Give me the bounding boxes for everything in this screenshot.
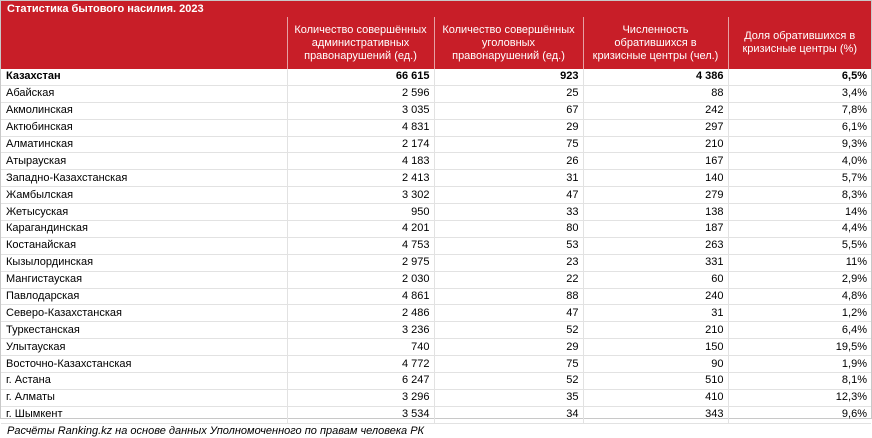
cell-admin: 3 534: [287, 406, 434, 423]
cell-criminal: 75: [434, 356, 583, 373]
table-row: [1, 204, 871, 221]
cell-share: 4,4%: [728, 221, 871, 238]
cell-criminal: 47: [434, 305, 583, 322]
cell-share: 12,3%: [728, 389, 871, 406]
cell-region: г. Алматы: [1, 389, 287, 406]
cell-crisis: 31: [583, 305, 728, 322]
cell-share: 5,5%: [728, 237, 871, 254]
cell-share: 19,5%: [728, 339, 871, 356]
cell-crisis: 331: [583, 254, 728, 271]
table-row: [1, 389, 871, 406]
statistics-table: [1, 17, 871, 424]
header-region: [1, 17, 287, 69]
cell-criminal: 22: [434, 271, 583, 288]
cell-region: Жетысуская: [1, 204, 287, 221]
cell-criminal: 52: [434, 373, 583, 390]
cell-crisis: 88: [583, 85, 728, 102]
cell-share: 8,3%: [728, 187, 871, 204]
cell-criminal: 53: [434, 237, 583, 254]
cell-criminal: 25: [434, 85, 583, 102]
cell-crisis: 343: [583, 406, 728, 423]
cell-crisis: 138: [583, 204, 728, 221]
cell-admin: 2 174: [287, 136, 434, 153]
cell-criminal: 29: [434, 339, 583, 356]
cell-crisis: 410: [583, 389, 728, 406]
cell-share: 7,8%: [728, 102, 871, 119]
cell-region: Абайская: [1, 85, 287, 102]
cell-crisis: 210: [583, 322, 728, 339]
cell-crisis: 242: [583, 102, 728, 119]
cell-admin: 4 772: [287, 356, 434, 373]
cell-region: Атырауская: [1, 153, 287, 170]
cell-share: 4,8%: [728, 288, 871, 305]
cell-criminal: 75: [434, 136, 583, 153]
table-row: [1, 406, 871, 423]
cell-region: г. Шымкент: [1, 406, 287, 423]
table-row: [1, 237, 871, 254]
cell-region: Туркестанская: [1, 322, 287, 339]
cell-region: Западно-Казахстанская: [1, 170, 287, 187]
table-row: [1, 136, 871, 153]
source-note: Расчёты Ranking.kz на основе данных Уполномоченного по правам человека РК: [7, 424, 425, 437]
table-row: [1, 339, 871, 356]
cell-region: г. Астана: [1, 373, 287, 390]
cell-region: Актюбинская: [1, 119, 287, 136]
cell-share: 1,9%: [728, 356, 871, 373]
cell-admin: 4 861: [287, 288, 434, 305]
cell-share: 2,9%: [728, 271, 871, 288]
table-row: [1, 373, 871, 390]
cell-crisis: 279: [583, 187, 728, 204]
cell-criminal: 52: [434, 322, 583, 339]
cell-criminal: 47: [434, 187, 583, 204]
cell-crisis: 90: [583, 356, 728, 373]
table-row-total: [1, 69, 871, 85]
table-row: [1, 221, 871, 238]
cell-admin: 3 296: [287, 389, 434, 406]
cell-criminal: 80: [434, 221, 583, 238]
cell-crisis: 240: [583, 288, 728, 305]
cell-admin: 4 753: [287, 237, 434, 254]
header-crisis-center-count: Численность обратившихся в кризисные центры (чел.): [583, 17, 728, 69]
cell-crisis: 167: [583, 153, 728, 170]
cell-share: 14%: [728, 204, 871, 221]
cell-region: Карагандинская: [1, 221, 287, 238]
cell-admin: 66 615: [287, 69, 434, 85]
cell-crisis: 150: [583, 339, 728, 356]
table-row: [1, 102, 871, 119]
cell-region: Жамбылская: [1, 187, 287, 204]
table-row: [1, 254, 871, 271]
cell-crisis: 187: [583, 221, 728, 238]
cell-admin: 2 030: [287, 271, 434, 288]
cell-region: Улытауская: [1, 339, 287, 356]
cell-admin: 2 975: [287, 254, 434, 271]
cell-admin: 3 035: [287, 102, 434, 119]
cell-criminal: 35: [434, 389, 583, 406]
cell-share: 6,5%: [728, 69, 871, 85]
cell-admin: 3 302: [287, 187, 434, 204]
table-row: [1, 85, 871, 102]
cell-region: Алматинская: [1, 136, 287, 153]
table-row: [1, 119, 871, 136]
cell-criminal: 31: [434, 170, 583, 187]
cell-region: Восточно-Казахстанская: [1, 356, 287, 373]
cell-share: 6,4%: [728, 322, 871, 339]
table-row: [1, 153, 871, 170]
header-criminal-offenses: Количество совершённых уголовных правонарушений (ед.): [434, 17, 583, 69]
cell-criminal: 88: [434, 288, 583, 305]
cell-crisis: 210: [583, 136, 728, 153]
cell-region: Костанайская: [1, 237, 287, 254]
cell-share: 3,4%: [728, 85, 871, 102]
cell-share: 1,2%: [728, 305, 871, 322]
cell-crisis: 297: [583, 119, 728, 136]
table-row: [1, 356, 871, 373]
table-row: [1, 305, 871, 322]
cell-admin: 4 831: [287, 119, 434, 136]
cell-admin: 4 183: [287, 153, 434, 170]
table-row: [1, 288, 871, 305]
cell-criminal: 33: [434, 204, 583, 221]
cell-region: Кызылординская: [1, 254, 287, 271]
cell-share: 8,1%: [728, 373, 871, 390]
cell-admin: 2 486: [287, 305, 434, 322]
cell-admin: 740: [287, 339, 434, 356]
cell-criminal: 23: [434, 254, 583, 271]
cell-admin: 2 596: [287, 85, 434, 102]
cell-share: 9,3%: [728, 136, 871, 153]
cell-region: Северо-Казахстанская: [1, 305, 287, 322]
cell-crisis: 263: [583, 237, 728, 254]
table-row: [1, 271, 871, 288]
cell-criminal: 29: [434, 119, 583, 136]
cell-crisis: 4 386: [583, 69, 728, 85]
cell-region: Казахстан: [1, 69, 287, 85]
cell-share: 6,1%: [728, 119, 871, 136]
cell-share: 11%: [728, 254, 871, 271]
cell-share: 5,7%: [728, 170, 871, 187]
table-header-row: [1, 17, 871, 69]
cell-criminal: 26: [434, 153, 583, 170]
cell-share: 9,6%: [728, 406, 871, 423]
cell-region: Мангистауская: [1, 271, 287, 288]
table-row: [1, 170, 871, 187]
cell-admin: 950: [287, 204, 434, 221]
report-title: Статистика бытового насилия. 2023: [1, 1, 871, 17]
cell-region: Акмолинская: [1, 102, 287, 119]
cell-region: Павлодарская: [1, 288, 287, 305]
cell-admin: 2 413: [287, 170, 434, 187]
cell-admin: 3 236: [287, 322, 434, 339]
header-crisis-center-share: Доля обратившихся в кризисные центры (%): [728, 17, 871, 69]
cell-crisis: 510: [583, 373, 728, 390]
header-admin-offenses: Количество совершённых административных правонарушений (ед.): [287, 17, 434, 69]
table-row: [1, 187, 871, 204]
cell-criminal: 34: [434, 406, 583, 423]
cell-admin: 4 201: [287, 221, 434, 238]
cell-crisis: 140: [583, 170, 728, 187]
table-row: [1, 322, 871, 339]
cell-share: 4,0%: [728, 153, 871, 170]
cell-criminal: 67: [434, 102, 583, 119]
cell-admin: 6 247: [287, 373, 434, 390]
cell-criminal: 923: [434, 69, 583, 85]
cell-crisis: 60: [583, 271, 728, 288]
